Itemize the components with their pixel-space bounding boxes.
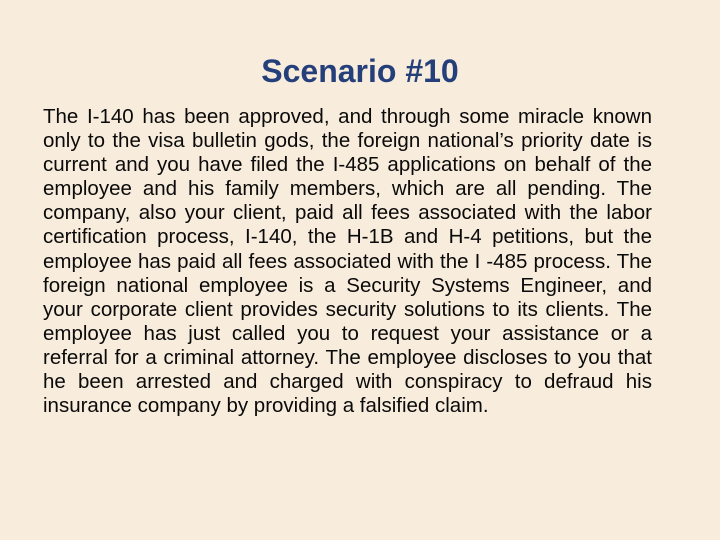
- scenario-body-text: The I-140 has been approved, and through some miracle known only to the visa bulletin gods, the foreign national’s priority date is current and you have filed the I-485 applications on behalf of the employee and his family members, which are all pending. The company, also your client, paid all fees associated with the labor certification process, I-140, the H-1B and H-4 petitions, but the employee has paid all fees associated with the I -485 process. The foreign national employee is a Security Systems Engineer, and your corporate client provides security solutions to its clients. The employee has just called you to request your assistance or a referral for a criminal attorney. The employee discloses to you that he been arrested and charged with conspiracy to defraud his insurance company by providing a falsified claim.: [43, 105, 652, 418]
- slide-title: Scenario #10: [261, 53, 459, 89]
